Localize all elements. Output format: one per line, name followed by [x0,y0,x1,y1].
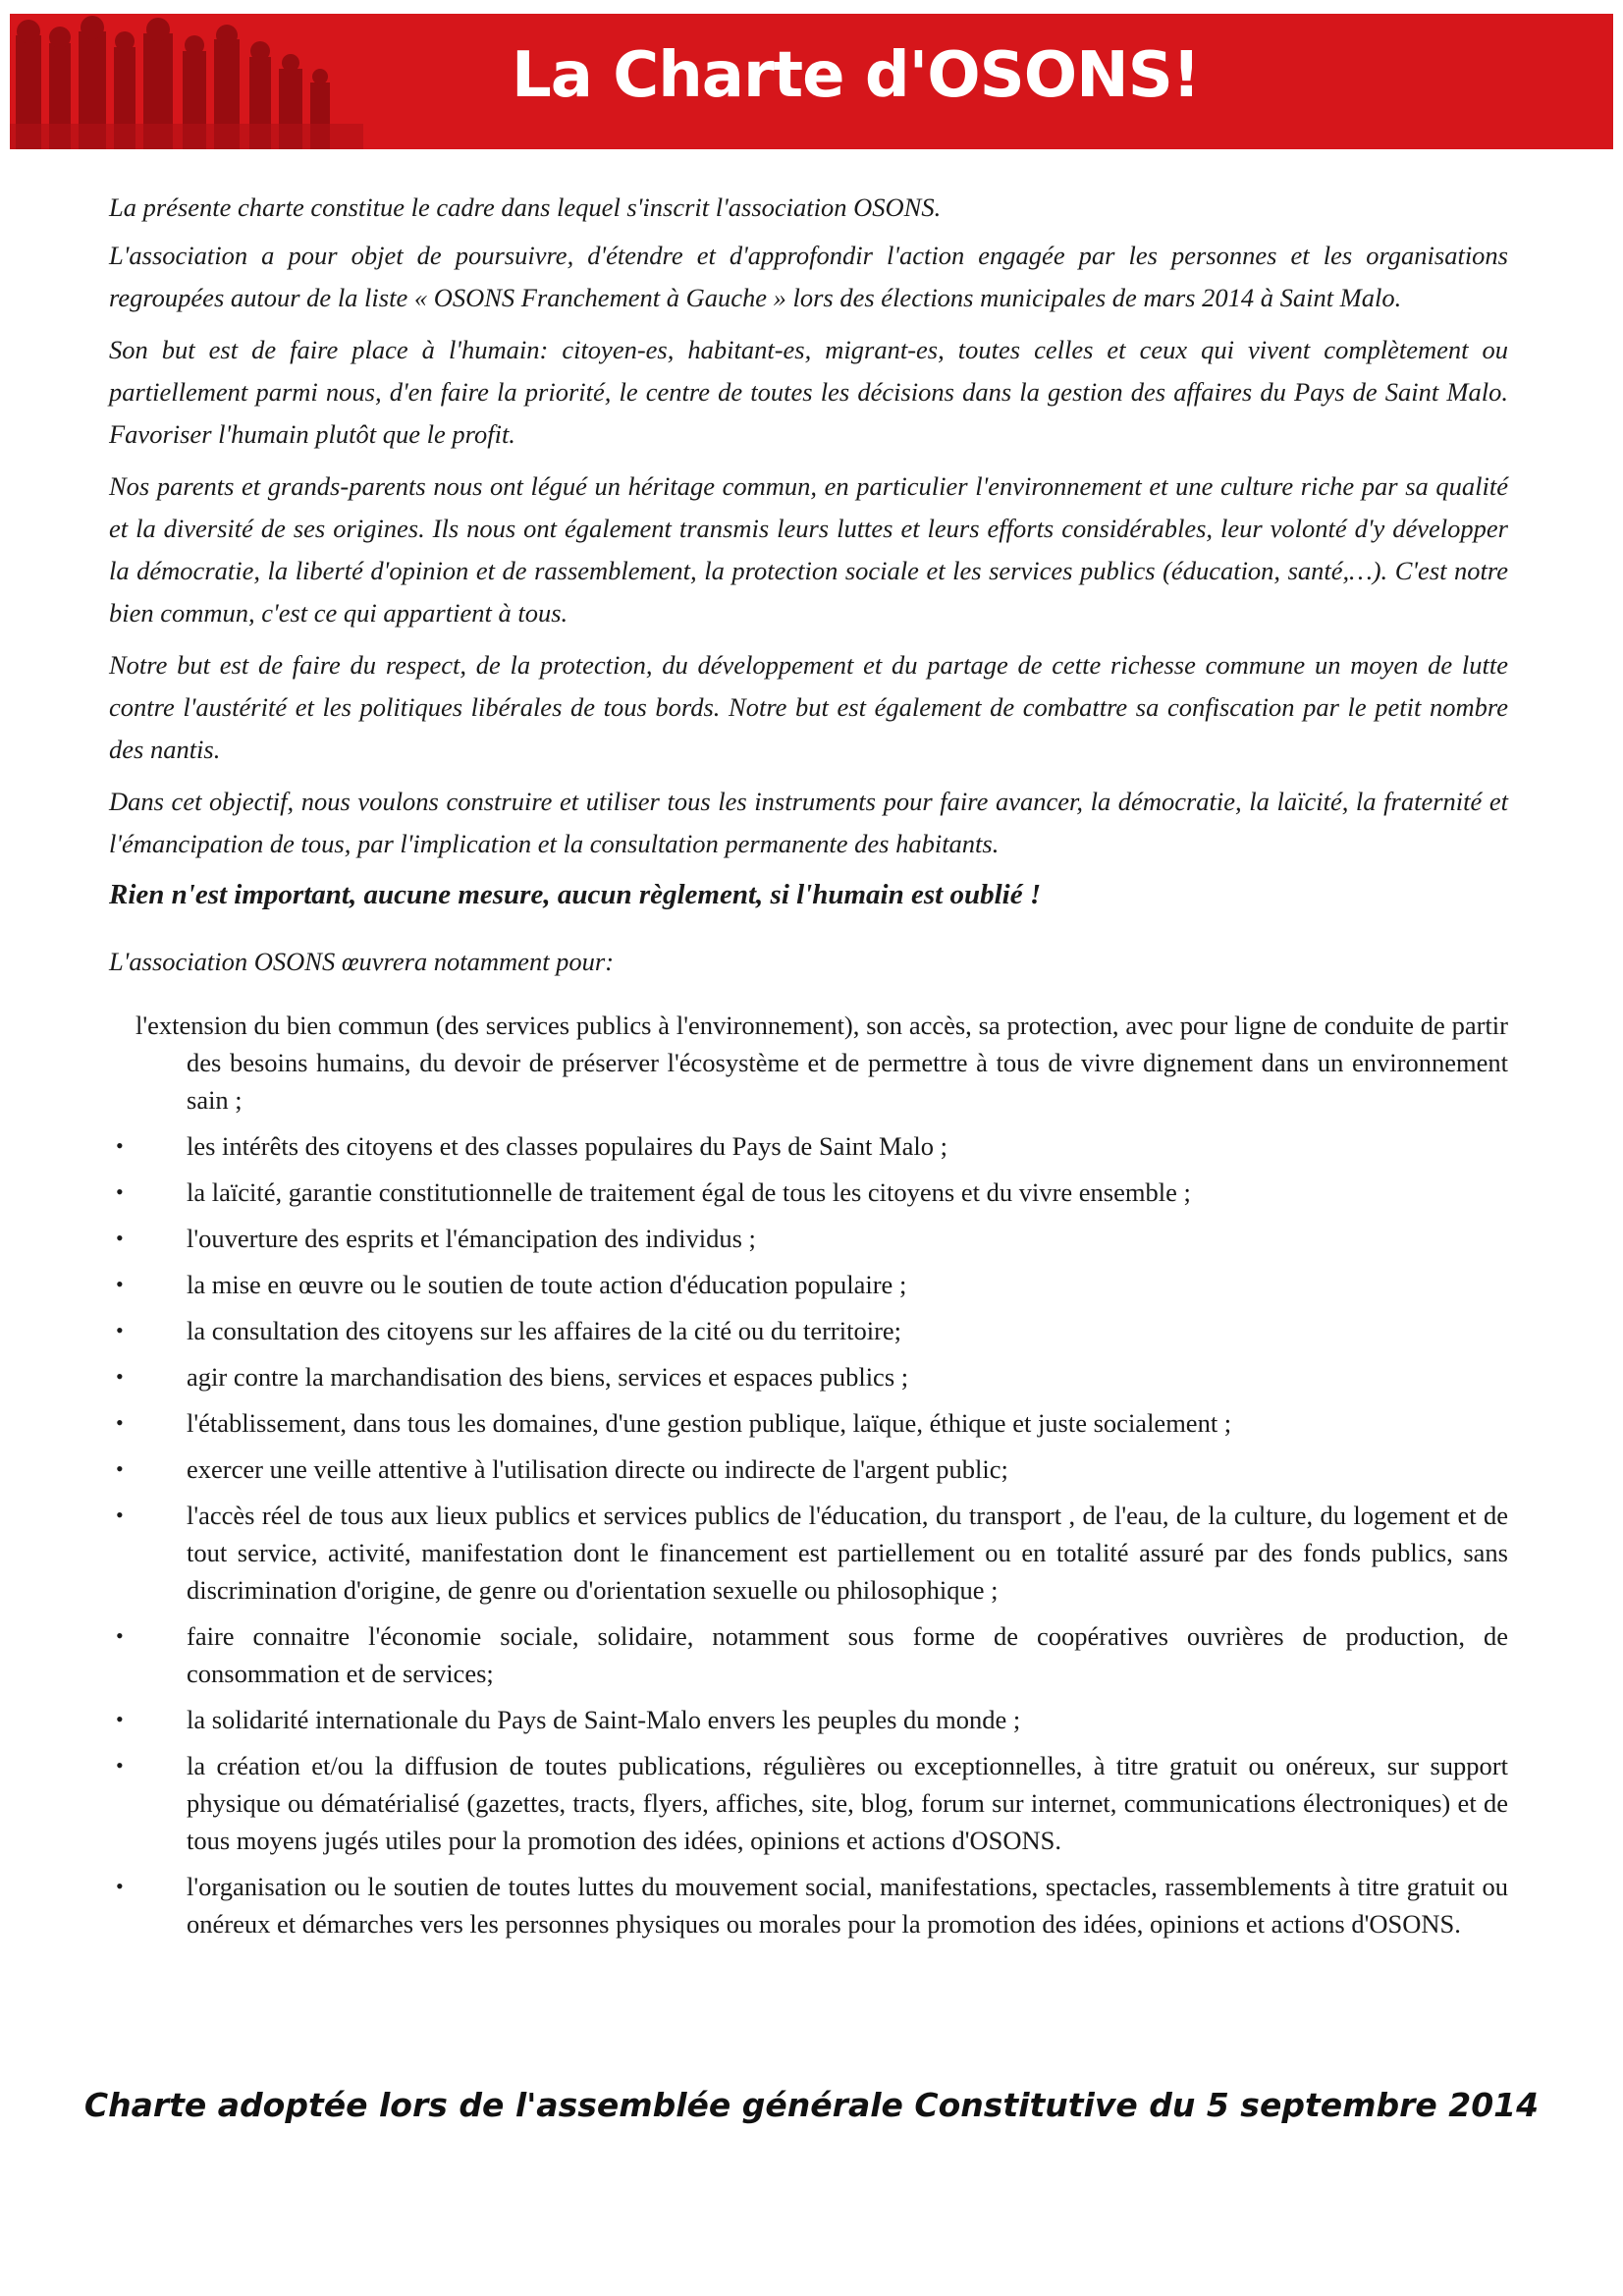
list-item [109,1868,1508,1942]
bullet-icon: • [116,1318,124,1342]
paragraph: La présente charte constitue le cadre dans lequel s'inscrit l'association OSONS. [109,192,942,222]
list-item [109,1266,1508,1303]
bullet-icon: • [116,1410,124,1435]
bullet-icon: • [116,1707,124,1731]
emphasis-statement: Rien n'est important, aucune mesure, aucun règlement, si l'humain est oublié ! [109,879,1042,910]
list-item-text: l'accès réel de tous aux lieux publics et services publics de l'éducation, du transport , de l'eau, de la culture, du logement et de tout service, activité, manifestation dont le financement est partiellement ou en totalité assuré par des fonds publics, sans discrimination d'origine, de genre ou d'orientation sexuelle ou philosophique ; [187,1501,1508,1605]
list-item-text: la mise en œuvre ou le soutien de toute action d'éducation populaire ; [187,1270,907,1299]
list-item-text: l'établissement, dans tous les domaines, d'une gestion publique, laïque, éthique et juste socialement ; [187,1408,1232,1438]
list-item-text: l'organisation ou le soutien de toutes luttes du mouvement social, manifestations, spectacles, rassemblements à titre gratuit ou onéreux et démarches vers les personnes physiques ou morales pour la promotion des idées, opinions et actions d'OSONS. [187,1872,1508,1939]
objectives-list [109,1007,1508,1942]
list-item-text: la création et/ou la diffusion de toutes publications, régulières ou exceptionnelles, à titre gratuit ou onéreux, sur support physique ou dématérialisé (gazettes, tracts, flyers, affiches, site, blog, forum sur internet, communications électroniques) et de tous moyens jugés utiles pour la promotion des idées, opinions et actions d'OSONS. [187,1751,1508,1855]
bullet-icon: • [116,1272,124,1296]
list-item [109,1617,1508,1692]
list-item-text: agir contre la marchandisation des biens, services et espaces publics ; [187,1362,909,1392]
bullet-icon: • [116,1456,124,1481]
bullet-icon: • [116,1874,124,1898]
list-item [109,1497,1508,1609]
bullet-icon: • [116,1179,124,1204]
bullet-icon: • [116,1623,124,1648]
list-item-text: la laïcité, garantie constitutionnelle de traitement égal de tous les citoyens et du vivre ensemble ; [187,1177,1191,1207]
list-item [109,1404,1508,1442]
list-item [109,1007,1508,1119]
list-item [109,1747,1508,1859]
paragraph: Son but est de faire place à l'humain: citoyen-es, habitant-es, migrant-es, toutes celles et ceux qui vivent complètement ou partiellement parmi nous, d'en faire la priorité, le centre de toutes les décisions dans la gestion des affaires du Pays de Saint Malo. Favoriser l'humain plutôt que le profit. [109,335,1508,449]
page-title: La Charte d'OSONS! [512,39,1200,112]
list-item [109,1358,1508,1395]
paragraph: Notre but est de faire du respect, de la protection, du développement et du partage de cette richesse commune un moyen de lutte contre l'austérité et les politiques libérales de tous bords. Notre but est également de combattre sa confiscation par le petit nombre des nantis. [109,650,1508,764]
list-item-text: l'ouverture des esprits et l'émancipation des individus ; [187,1224,756,1253]
list-item [109,1220,1508,1257]
header-banner [10,14,1613,149]
bullet-icon: • [116,1503,124,1527]
paragraph: Dans cet objectif, nous voulons construire et utiliser tous les instruments pour faire avancer, la démocratie, la laïcité, la fraternité et l'émancipation de tous, par l'implication et la consultation permanente des habitants. [109,787,1508,858]
bullet-icon: • [116,1364,124,1389]
list-item-text: exercer une veille attentive à l'utilisation directe ou indirecte de l'argent public; [187,1454,1008,1484]
paragraph: Nos parents et grands-parents nous ont légué un héritage commun, en particulier l'environnement et une culture riche par sa qualité et la diversité de ses origines. Ils nous ont également transmis leurs luttes et leurs efforts considérables, leur volonté d'y développer la démocratie, la liberté d'opinion et de rassemblement, la protection sociale et les services publics (éducation, santé,…). C'est notre bien commun, c'est ce qui appartient à tous. [109,471,1508,628]
list-item [109,1701,1508,1738]
list-item-text: l'extension du bien commun (des services publics à l'environnement), son accès, sa protection, avec pour ligne de conduite de partir des besoins humains, du devoir de préserver l'écosystème et de permettre à tous de vivre dignement dans un environnement sain ; [135,1011,1508,1115]
list-item [109,1450,1508,1488]
list-item [109,1127,1508,1165]
list-item [109,1174,1508,1211]
charter-body [109,187,1508,1951]
adoption-note: Charte adoptée lors de l'assemblée générale Constitutive du 5 septembre 2014 [83,2086,1540,2124]
list-item-text: la solidarité internationale du Pays de Saint-Malo envers les peuples du monde ; [187,1705,1021,1734]
list-item-text: faire connaitre l'économie sociale, solidaire, notamment sous forme de coopératives ouvrières de production, de consommation et de services; [187,1621,1508,1688]
list-intro: L'association OSONS œuvrera notamment pour: [109,947,615,976]
paragraph: L'association a pour objet de poursuivre, d'étendre et d'approfondir l'action engagée par les personnes et les organisations regroupées autour de la liste « OSONS Franchement à Gauche » lors des élections municipales de mars 2014 à Saint Malo. [109,241,1508,312]
list-item-text: les intérêts des citoyens et des classes populaires du Pays de Saint Malo ; [187,1131,947,1161]
bullet-icon: • [116,1133,124,1158]
list-item [109,1312,1508,1349]
list-item-text: la consultation des citoyens sur les affaires de la cité ou du territoire; [187,1316,902,1345]
bullet-icon: • [116,1226,124,1250]
bullet-icon: • [116,1753,124,1777]
